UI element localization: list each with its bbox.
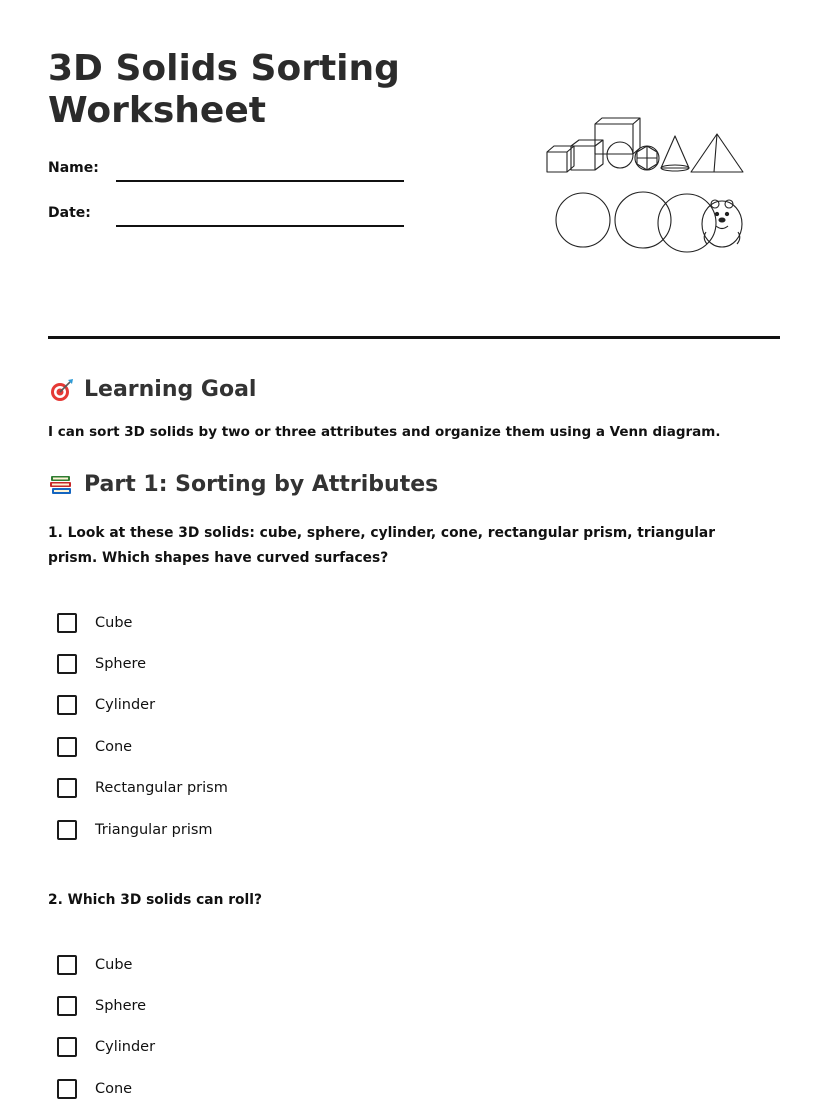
solids-venn-illustration: [544, 112, 748, 258]
page-title: 3D Solids Sorting Worksheet: [48, 48, 400, 131]
checkbox-rectangular-prism[interactable]: [57, 778, 77, 798]
name-field[interactable]: [48, 160, 408, 186]
list-item[interactable]: [57, 944, 155, 985]
list-item[interactable]: [57, 726, 228, 767]
checkbox-sphere[interactable]: [57, 654, 77, 674]
books-icon: [48, 472, 74, 498]
learning-goal-heading: [48, 376, 256, 404]
learning-goal-title: Learning Goal: [84, 377, 257, 402]
option-label: Cylinder: [95, 1039, 156, 1056]
date-label: Date:: [48, 205, 91, 221]
date-field[interactable]: [48, 205, 408, 231]
option-label: Sphere: [95, 656, 147, 673]
checkbox-cone[interactable]: [57, 737, 77, 757]
date-line[interactable]: [116, 225, 404, 227]
option-label: Triangular prism: [95, 821, 213, 838]
checkbox-triangular-prism[interactable]: [57, 820, 77, 840]
list-item[interactable]: [57, 768, 228, 809]
list-item[interactable]: [57, 985, 155, 1026]
part1-heading: [48, 471, 438, 499]
rectangular-prism-icon: [595, 118, 640, 154]
cone-icon: [661, 136, 689, 171]
option-label: Cylinder: [95, 697, 156, 714]
list-item[interactable]: [57, 685, 228, 726]
target-icon: [48, 377, 74, 403]
small-cube-icon: [547, 146, 574, 172]
option-label: Cube: [95, 614, 133, 631]
checkbox-cube[interactable]: [57, 613, 77, 633]
checkbox-sphere[interactable]: [57, 996, 77, 1016]
sphere-icon: [607, 142, 633, 168]
checkbox-cube[interactable]: [57, 955, 77, 975]
list-item[interactable]: [57, 1027, 155, 1068]
header-divider: [48, 336, 780, 339]
gopher-icon: [702, 200, 742, 247]
question-1-options: [57, 602, 228, 850]
option-label: Sphere: [95, 998, 147, 1015]
lattice-ball-icon: [635, 146, 659, 170]
list-item[interactable]: [57, 1068, 155, 1109]
checkbox-cone[interactable]: [57, 1079, 77, 1099]
checkbox-cylinder[interactable]: [57, 1037, 77, 1057]
option-label: Rectangular prism: [95, 780, 228, 797]
learning-goal-text: I can sort 3D solids by two or three attributes and organize them using a Venn diagram.: [48, 424, 721, 440]
venn-circles-icon: [556, 192, 716, 252]
pyramid-icon: [691, 134, 743, 172]
option-label: Cone: [95, 1080, 133, 1097]
name-line[interactable]: [116, 180, 404, 182]
name-label: Name:: [48, 160, 99, 176]
option-label: Cone: [95, 738, 133, 755]
checkbox-cylinder[interactable]: [57, 695, 77, 715]
list-item[interactable]: [57, 643, 228, 684]
part1-title: Part 1: Sorting by Attributes: [84, 472, 439, 497]
question-2-prompt: 2. Which 3D solids can roll?: [48, 892, 262, 908]
list-item[interactable]: [57, 602, 228, 643]
option-label: Cube: [95, 956, 133, 973]
question-2-options: [57, 944, 155, 1110]
medium-cube-icon: [571, 140, 603, 170]
list-item[interactable]: [57, 809, 228, 850]
question-1-prompt: 1. Look at these 3D solids: cube, sphere, cylinder, cone, rectangular prism, triangular prism. Which shapes have curved surfaces?: [48, 525, 716, 566]
